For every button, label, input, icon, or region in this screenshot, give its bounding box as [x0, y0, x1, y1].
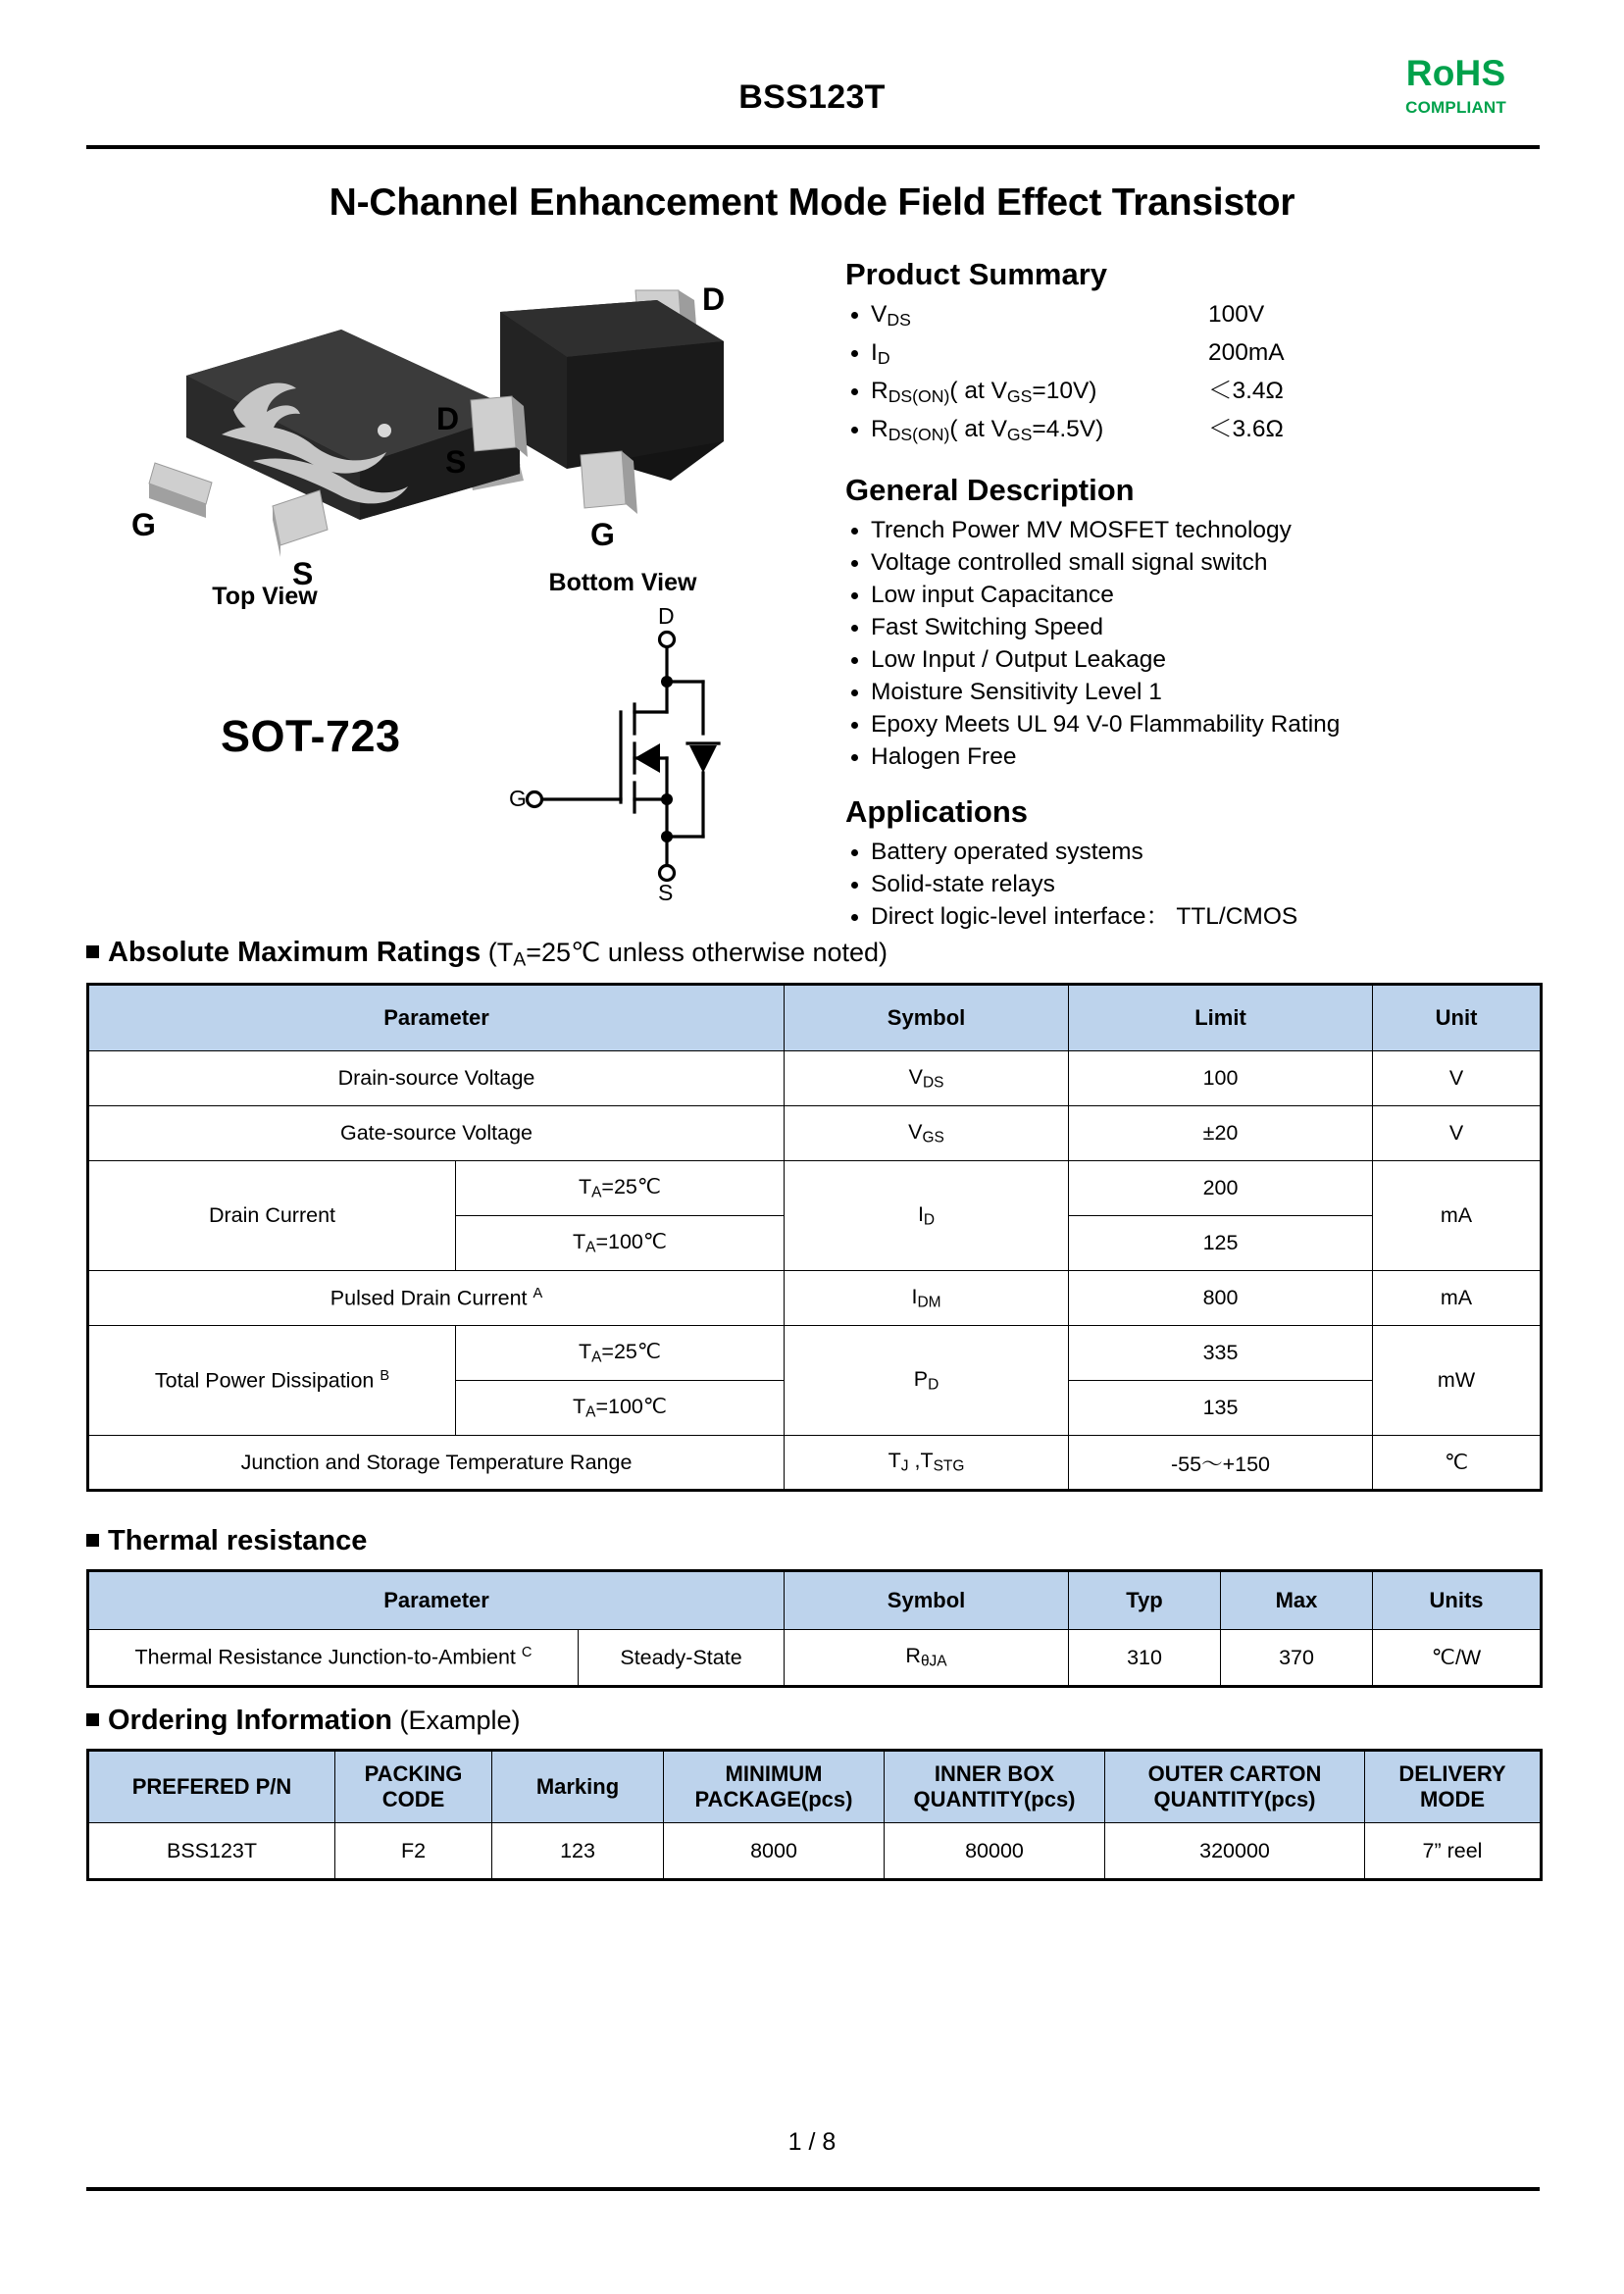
- th-cond-0: Steady-State: [579, 1630, 785, 1687]
- oi-cell-0-0: BSS123T: [88, 1823, 335, 1880]
- am-symbol-5: $T_J$ $,T_{STG}$: [785, 1436, 1069, 1491]
- product-summary-row: [845, 413, 1542, 451]
- oi-cell-0-1: F2: [335, 1823, 492, 1880]
- am-symbol-4: $P_D$: [785, 1326, 1069, 1436]
- col-unit: Unit: [1373, 985, 1542, 1051]
- product-summary-row: [845, 375, 1542, 413]
- oi-col-6-l2: MODE: [1420, 1787, 1485, 1811]
- am-param-4: Total Power Dissipation $^B$: [88, 1326, 456, 1436]
- ordering-caption-bold: Ordering Information: [108, 1705, 392, 1736]
- ps-param-3: $R_{DS(ON)}$( at $V_{GS}=4.5V$): [871, 415, 1104, 444]
- ordering-caption: [86, 1705, 521, 1737]
- am-limit-1: ±20: [1069, 1106, 1373, 1161]
- th-units-0: ℃/W: [1373, 1630, 1542, 1687]
- ps-value-0: 100V: [1208, 301, 1265, 328]
- oi-cell-0-3: 8000: [664, 1823, 885, 1880]
- th-typ-0: 310: [1069, 1630, 1221, 1687]
- am-param-2: Drain Current: [88, 1161, 456, 1271]
- mosfet-schematic-symbol: [495, 598, 819, 912]
- oi-cell-0-6: 7” reel: [1365, 1823, 1542, 1880]
- svg-text:S: S: [292, 556, 314, 591]
- table-row: [88, 1106, 1542, 1161]
- col-limit: Limit: [1069, 985, 1373, 1051]
- am-limit-5: -55～+150: [1069, 1436, 1373, 1491]
- list-item: Fast Switching Speed: [845, 611, 1542, 643]
- package-bottom-view-graphic: [445, 281, 725, 552]
- oi-col-4-l1: INNER BOX: [934, 1761, 1055, 1786]
- th-col-parameter: Parameter: [88, 1571, 785, 1630]
- table-row: [88, 1271, 1542, 1326]
- page-header: [86, 22, 1538, 139]
- bullet-square-icon: [86, 945, 99, 958]
- list-item: Trench Power MV MOSFET technology: [845, 514, 1542, 546]
- svg-text:D: D: [436, 401, 460, 436]
- col-parameter: Parameter: [88, 985, 785, 1051]
- svg-text:S: S: [658, 880, 674, 905]
- oi-col-5-l1: OUTER CARTON: [1147, 1761, 1322, 1786]
- rohs-label: RoHS: [1405, 53, 1506, 93]
- svg-text:D: D: [658, 603, 675, 629]
- product-summary-row: [845, 298, 1542, 336]
- th-col-typ: Typ: [1069, 1571, 1221, 1630]
- ordering-caption-light: (Example): [392, 1706, 521, 1735]
- page-number: 1 / 8: [787, 2128, 837, 2156]
- am-cond-2b: $T_A=100℃$: [456, 1216, 785, 1271]
- oi-col-1-l2: CODE: [381, 1787, 445, 1811]
- oi-col-4: [885, 1751, 1105, 1823]
- rohs-compliant-label: COMPLIANT: [1405, 98, 1506, 117]
- am-unit-5: ℃: [1373, 1436, 1542, 1491]
- list-item: Voltage controlled small signal switch: [845, 546, 1542, 579]
- oi-col-2: [492, 1751, 664, 1823]
- table-row: [88, 1326, 1542, 1381]
- svg-text:S: S: [445, 444, 467, 480]
- am-symbol-0: $V_{DS}$: [785, 1051, 1069, 1106]
- oi-cell-0-4: 80000: [885, 1823, 1105, 1880]
- table-header-row: [88, 1751, 1542, 1823]
- am-symbol-2: $I_D$: [785, 1161, 1069, 1271]
- am-param-3: Pulsed Drain Current $^A$: [88, 1271, 785, 1326]
- oi-col-1-l1: PACKING: [364, 1761, 463, 1786]
- oi-col-0: [88, 1751, 335, 1823]
- col-symbol: Symbol: [785, 985, 1069, 1051]
- am-unit-3: mA: [1373, 1271, 1542, 1326]
- am-limit-3: 800: [1069, 1271, 1373, 1326]
- table-header-row: [88, 1571, 1542, 1630]
- ps-param-0: $V_{DS}$: [871, 301, 911, 330]
- ps-param-2: $R_{DS(ON)}$( at $V_{GS}=10V$): [871, 377, 1097, 406]
- am-limit-4b: 135: [1069, 1381, 1373, 1436]
- general-description-list: [845, 514, 1542, 773]
- table-row: [88, 1823, 1542, 1880]
- th-param-0: Thermal Resistance Junction-to-Ambient $^C$: [88, 1630, 579, 1687]
- oi-col-1: [335, 1751, 492, 1823]
- am-unit-4: mW: [1373, 1326, 1542, 1436]
- oi-col-5-l2: QUANTITY(pcs): [1153, 1787, 1316, 1811]
- am-limit-2b: 125: [1069, 1216, 1373, 1271]
- list-item: Low input Capacitance: [845, 579, 1542, 611]
- am-cond-4b: $T_A=100℃$: [456, 1381, 785, 1436]
- am-cond-2a: $T_A=25℃$: [456, 1161, 785, 1216]
- right-text-column: [845, 257, 1542, 933]
- table-row: [88, 1436, 1542, 1491]
- am-param-1: Gate-source Voltage: [88, 1106, 785, 1161]
- table-row: [88, 1161, 1542, 1216]
- th-col-units: Units: [1373, 1571, 1542, 1630]
- absolute-max-table: [86, 983, 1543, 1492]
- header-divider: [86, 145, 1540, 149]
- applications-heading: Applications: [845, 793, 1029, 829]
- am-unit-2: mA: [1373, 1161, 1542, 1271]
- oi-col-0-l1: PREFERED P/N: [131, 1774, 292, 1799]
- list-item: Low Input / Output Leakage: [845, 643, 1542, 676]
- oi-cell-0-2: 123: [492, 1823, 664, 1880]
- absolute-max-caption: [86, 937, 888, 971]
- oi-col-2-l1: Marking: [535, 1774, 620, 1799]
- oi-cell-0-5: 320000: [1105, 1823, 1365, 1880]
- list-item: Solid-state relays: [845, 868, 1542, 900]
- bullet-square-icon: [86, 1534, 99, 1547]
- product-summary-list: [845, 298, 1542, 451]
- package-name-label: SOT-723: [221, 711, 401, 761]
- svg-text:G: G: [131, 507, 156, 542]
- list-item: Battery operated systems: [845, 836, 1542, 868]
- product-summary-heading: Product Summary: [845, 257, 1108, 291]
- am-symbol-3: $I_{DM}$: [785, 1271, 1069, 1326]
- th-col-max: Max: [1221, 1571, 1373, 1630]
- ps-value-2: ＜3.4Ω: [1208, 377, 1284, 404]
- table-row: [88, 1051, 1542, 1106]
- am-unit-1: V: [1373, 1106, 1542, 1161]
- thermal-resistance-table: [86, 1569, 1543, 1688]
- oi-col-3: [664, 1751, 885, 1823]
- am-limit-4a: 335: [1069, 1326, 1373, 1381]
- svg-text:D: D: [702, 281, 726, 317]
- bottom-view-label: Bottom View: [548, 569, 697, 596]
- list-item: Epoxy Meets UL 94 V-0 Flammability Rating: [845, 708, 1542, 740]
- list-item: Halogen Free: [845, 740, 1542, 773]
- oi-col-3-l1: MINIMUM: [725, 1761, 823, 1786]
- am-limit-0: 100: [1069, 1051, 1373, 1106]
- svg-text:G: G: [590, 517, 615, 552]
- thermal-caption: [86, 1525, 367, 1557]
- product-summary-row: [845, 336, 1542, 375]
- bullet-square-icon: [86, 1713, 99, 1726]
- general-description-heading: General Description: [845, 472, 1135, 507]
- rohs-compliant-logo: [1405, 55, 1506, 118]
- oi-col-4-l2: QUANTITY(pcs): [913, 1787, 1076, 1811]
- th-symbol-0: $R_{\theta JA}$: [785, 1630, 1069, 1687]
- oi-col-3-l2: PACKAGE(pcs): [694, 1787, 853, 1811]
- oi-col-5: [1105, 1751, 1365, 1823]
- ps-value-3: ＜3.6Ω: [1208, 415, 1284, 442]
- svg-text:G: G: [509, 786, 527, 811]
- ordering-information-table: [86, 1749, 1543, 1881]
- am-symbol-1: $V_{GS}$: [785, 1106, 1069, 1161]
- ps-value-1: 200mA: [1208, 338, 1285, 366]
- am-param-5: Junction and Storage Temperature Range: [88, 1436, 785, 1491]
- list-item: Direct logic-level interface： TTL/CMOS: [845, 900, 1542, 933]
- am-cond-4a: $T_A=25℃$: [456, 1326, 785, 1381]
- thermal-caption-bold: Thermal resistance: [108, 1525, 368, 1556]
- table-header-row: [88, 985, 1542, 1051]
- table-row: [88, 1630, 1542, 1687]
- applications-list: [845, 836, 1542, 933]
- th-col-symbol: Symbol: [785, 1571, 1069, 1630]
- am-param-0: Drain-source Voltage: [88, 1051, 785, 1106]
- page-title: N-Channel Enhancement Mode Field Effect Transistor: [329, 181, 1295, 224]
- absolute-max-caption-bold: Absolute Maximum Ratings: [108, 937, 482, 968]
- ps-param-1: $I_D$: [871, 338, 890, 368]
- absolute-max-caption-light: ($T_A=25℃$ unless otherwise noted): [481, 938, 888, 971]
- oi-col-6-l1: DELIVERY: [1398, 1761, 1506, 1786]
- list-item: Moisture Sensitivity Level 1: [845, 676, 1542, 708]
- th-max-0: 370: [1221, 1630, 1373, 1687]
- am-unit-0: V: [1373, 1051, 1542, 1106]
- part-number-title: BSS123T: [738, 78, 886, 116]
- oi-col-6: [1365, 1751, 1542, 1823]
- top-view-label: Top View: [212, 583, 318, 610]
- am-limit-2a: 200: [1069, 1161, 1373, 1216]
- footer-divider: [86, 2187, 1540, 2191]
